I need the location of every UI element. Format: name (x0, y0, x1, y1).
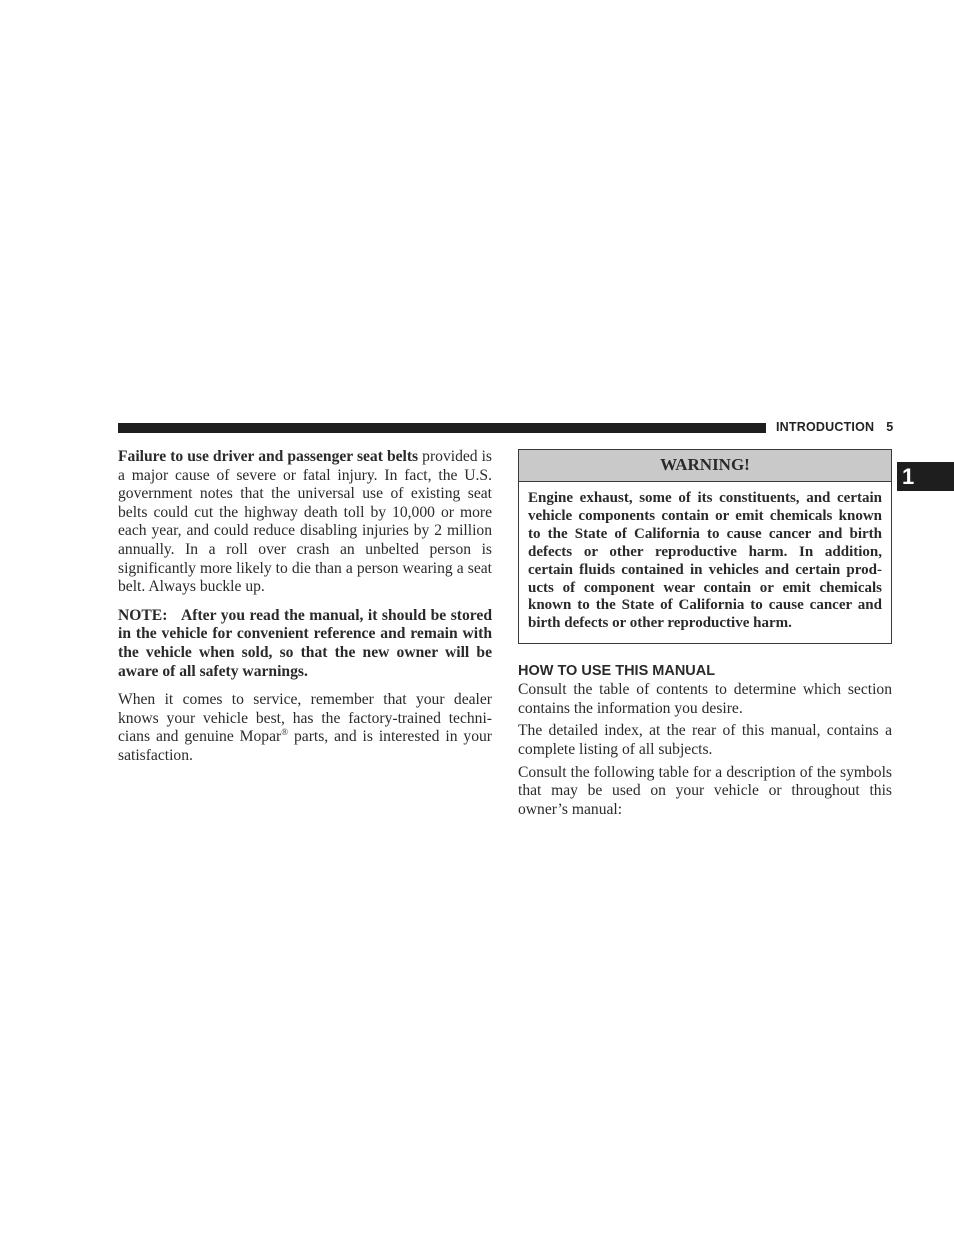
service-text-after: parts, and is interested in your satisfaction. (118, 728, 492, 764)
section-title: INTRODUCTION (776, 420, 875, 434)
how-to-use-paragraph: The detailed index, at the rear of this manual, contains a complete listing of all subjects. (518, 722, 892, 759)
how-to-use-paragraph: Consult the following table for a description of the symbols that may be used on your vehicle or throughout this owner’s manual: (518, 763, 892, 818)
chapter-tab: 1 (897, 462, 954, 491)
service-text-before: When it comes to service, remember that your dealer knows your vehicle best, has the factory-trained techni-cians and genuine Mopar (118, 691, 492, 746)
right-column (518, 449, 892, 819)
header-rule (118, 423, 766, 433)
section-heading: HOW TO USE THIS MANUAL (518, 663, 716, 680)
note-text: After you read the manual, it should be stored in the vehicle for convenient reference and remain with the vehicle when sold, so that the new owner will be aware of all safety warnings. (118, 606, 493, 680)
page-number: 5 (886, 420, 894, 434)
seat-belt-text: provided is a major cause of severe or fatal injury. In fact, the U.S. government notes that the universal use of existing seat belts could cut the highway death toll by 10,000 or more each year, and could reduce disabling injuries by 2 million annually. In a roll over crash an unbelted person is significantly more likely to die than a person wearing a seat belt. Always buckle up. (118, 448, 493, 596)
registered-mark: ® (281, 727, 289, 738)
seat-belt-lead: Failure to use driver and passenger seat belts (118, 448, 419, 465)
note-label: NOTE: (118, 606, 168, 624)
seat-belt-paragraph (118, 448, 492, 597)
note-paragraph (118, 607, 492, 681)
running-head (776, 420, 893, 434)
left-column (118, 448, 492, 766)
service-paragraph (118, 691, 492, 765)
how-to-use-paragraph: Consult the table of contents to determine which section contains the information you desire. (518, 681, 892, 717)
warning-box (518, 449, 892, 644)
warning-body: Engine exhaust, some of its constituents, and certain vehicle components contain or emit chemicals known to the State of California to cause cancer and birth defects or other reproductive harm. In addition, certain fluids contained in vehicles and certain prod-ucts of component wear contain or emit chemicals known to the State of California to cause cancer and birth defects or other reproductive harm. (528, 490, 882, 632)
warning-title: WARNING! (519, 450, 891, 482)
